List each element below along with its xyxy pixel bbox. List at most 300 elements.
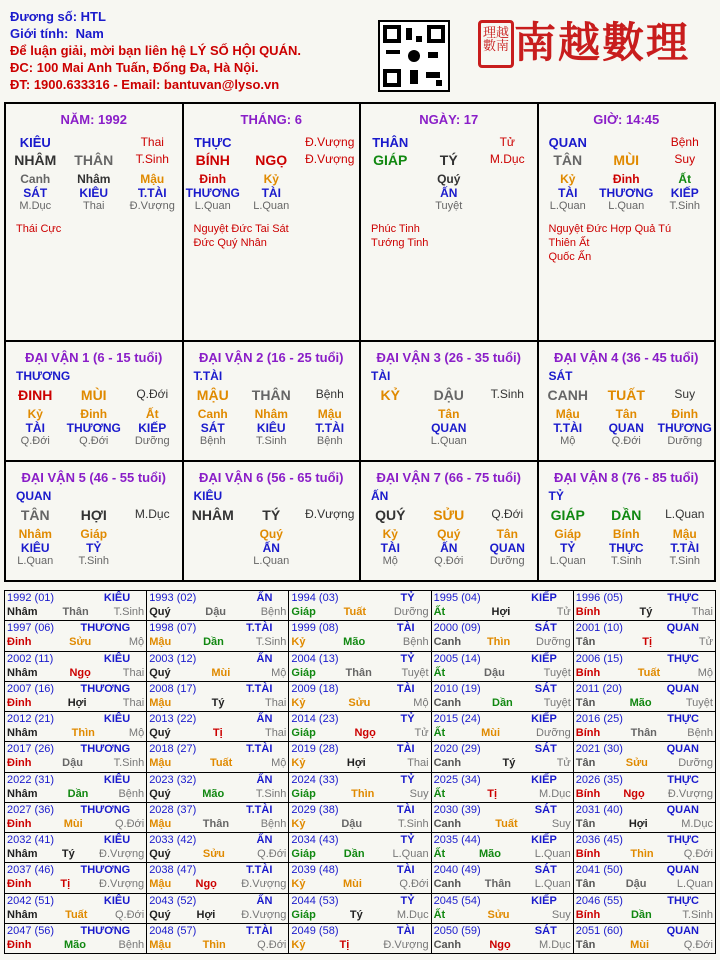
year-star: THƯƠNG (80, 803, 131, 816)
year-star: THỰC (667, 652, 699, 665)
year-star: KIẾP (531, 773, 557, 786)
year-stage: Bệnh (260, 606, 287, 618)
year-star: QUAN (666, 864, 699, 877)
year-star: KIÊU (103, 652, 131, 665)
hidden-god: KIẾP (670, 186, 699, 200)
shensha-label: Thái Cực (16, 223, 62, 235)
year-star: TÀI (396, 803, 415, 816)
dai-van-star: TỶ (548, 489, 564, 503)
year-branch: Thân (62, 606, 89, 618)
hidden-god: TỶ (86, 541, 102, 555)
shensha-label: Nguyệt Đức Tai Sát (193, 223, 289, 235)
year-label: 2003 (12) (149, 652, 197, 665)
year-stage: Đ.Vượng (241, 908, 287, 921)
year-star: TÀI (396, 622, 415, 635)
dai-van-grid (4, 340, 716, 582)
year-stage: Tuyệt (543, 696, 571, 709)
year-stage: T.Sinh (398, 817, 429, 830)
year-star: THƯƠNG (80, 864, 131, 877)
dai-van-3 (361, 342, 539, 462)
hidden-stem (123, 527, 181, 541)
year-branch: Hợi (196, 908, 216, 921)
year-cell (432, 591, 574, 621)
hidden-stem (478, 407, 536, 421)
pillar-0 (6, 104, 184, 342)
year-branch: Dậu (341, 817, 363, 830)
year-stem: Ất (433, 666, 446, 679)
year-stem: Ất (433, 727, 446, 739)
hidden-god (301, 186, 359, 200)
year-branch: Thìn (351, 787, 375, 800)
year-stem: Ất (433, 606, 446, 618)
year-label: 2041 (50) (575, 864, 623, 877)
dai-van-star: SÁT (548, 369, 573, 383)
year-label: 2031 (40) (575, 803, 623, 816)
year-branch: Dậu (484, 666, 505, 679)
pillar-stage: Tử (499, 135, 515, 149)
hidden-stem: Đinh (612, 172, 640, 186)
pillar-stage: Bệnh (670, 135, 699, 149)
year-branch: Mùi (342, 878, 362, 891)
year-stage: Q.Đới (257, 938, 287, 951)
year-label: 2034 (43) (291, 834, 339, 846)
hidden-stem: Ất (145, 407, 159, 421)
year-cell (289, 591, 431, 621)
year-stem: Đinh (7, 938, 32, 951)
hidden-god: KIÊU (79, 186, 109, 200)
hidden-god: T.TÀI (137, 186, 167, 200)
year-stem: Bính (575, 666, 601, 679)
dai-van-stem-branch: Q.Đới (491, 507, 524, 521)
pillars-grid (4, 102, 716, 342)
year-stem: Nhâm (7, 848, 38, 860)
pillar-title: THÁNG: 6 (240, 112, 302, 127)
year-star: TỶ (400, 713, 415, 725)
year-label: 2037 (46) (7, 864, 55, 877)
year-stage: M.Dục (396, 908, 429, 921)
dai-van-title: ĐẠI VẬN 6 (56 - 65 tuổi) (199, 470, 344, 485)
year-branch: Sửu (202, 848, 225, 860)
year-star: KIÊU (103, 773, 131, 786)
year-cell (574, 803, 716, 833)
hidden-stem (478, 172, 536, 186)
year-cell (574, 712, 716, 742)
year-label: 2019 (28) (291, 743, 339, 756)
dai-van-stem-branch: TUẤT (607, 387, 645, 403)
year-star: THƯƠNG (80, 682, 131, 695)
phone-email-line: ĐT: 1900.633316 - Email: bantuvan@lyso.vn (10, 77, 280, 92)
year-stage: Đ.Vượng (99, 878, 145, 891)
year-branch: Tị (642, 636, 653, 649)
year-label: 2036 (45) (575, 834, 623, 846)
year-cell (289, 773, 431, 803)
year-label: 2049 (58) (291, 924, 339, 937)
year-cell (574, 924, 716, 954)
dai-van-stem-branch: Đ.Vượng (305, 507, 355, 521)
contact-line: Để luận giải, mời bạn liên hệ LÝ SỐ HỘI QUÁN. (10, 43, 301, 58)
year-branch: Mão (63, 938, 86, 951)
hidden-stage: T.Sinh (78, 555, 110, 567)
year-label: 2016 (25) (575, 713, 623, 725)
year-label: 2043 (52) (149, 894, 197, 907)
year-star: ẤN (256, 713, 273, 725)
hidden-god: THƯƠNG (657, 421, 712, 435)
hidden-stem: Quý (437, 172, 461, 186)
name-value: HTL (80, 9, 106, 24)
year-cell (5, 621, 147, 651)
year-stage: Mộ (271, 666, 287, 679)
hidden-god (301, 541, 359, 555)
year-cell (289, 863, 431, 893)
hidden-stem: Kỷ (560, 172, 576, 186)
year-star: THƯƠNG (80, 924, 131, 937)
year-branch: Thân (630, 727, 657, 739)
hidden-stem: Tân (438, 407, 460, 421)
year-stage: Đ.Vượng (99, 848, 145, 860)
dai-van-7 (361, 462, 539, 582)
hidden-stage: Dưỡng (134, 435, 170, 447)
year-label: 2011 (20) (575, 682, 623, 695)
year-stage: Tử (698, 636, 713, 649)
year-label: 2039 (48) (291, 864, 339, 877)
year-star: ẤN (256, 773, 273, 786)
year-stem: Giáp (291, 727, 316, 739)
year-stage: Dưỡng (393, 606, 429, 618)
year-star: ẤN (256, 894, 273, 907)
year-cell (432, 863, 574, 893)
year-branch: Tý (211, 696, 225, 709)
year-cell (5, 773, 147, 803)
dai-van-stem-branch: DẦN (611, 507, 642, 523)
year-branch: Mão (202, 787, 225, 800)
hidden-stem: Mậu (140, 172, 165, 186)
year-stage: Mộ (128, 727, 145, 739)
year-stage: Dưỡng (678, 757, 713, 770)
dai-van-stem-branch: Suy (674, 387, 696, 401)
hidden-god: ẤN (262, 541, 280, 555)
year-stage: Suy (409, 787, 429, 800)
name-label: Đương số: (10, 9, 78, 24)
hidden-god: SÁT (200, 421, 225, 435)
year-label: 2023 (32) (149, 773, 197, 786)
hidden-stage (301, 200, 359, 212)
hidden-stem: Giáp (80, 527, 108, 541)
hidden-stage: T.Sinh (610, 555, 642, 567)
hidden-stem (301, 527, 359, 541)
year-label: 2048 (57) (149, 924, 197, 937)
hidden-stem: Nhâm (77, 172, 111, 186)
year-star: QUAN (666, 803, 699, 816)
dai-van-6 (184, 462, 362, 582)
year-cell (5, 894, 147, 924)
hidden-god: ẤN (440, 541, 458, 555)
year-cell (432, 773, 574, 803)
year-label: 2044 (53) (291, 894, 339, 907)
hidden-god: KIẾP (138, 421, 167, 435)
year-label: 2008 (17) (149, 682, 197, 695)
dai-van-title: ĐẠI VẬN 7 (66 - 75 tuổi) (376, 470, 521, 485)
hidden-stem: Canh (20, 172, 51, 186)
year-star: THỰC (667, 894, 699, 907)
hidden-stem: Giáp (554, 527, 582, 541)
year-branch: Ngọ (354, 727, 376, 739)
year-stage: Thai (407, 757, 429, 770)
shensha-label: Quốc Ấn (548, 251, 592, 263)
hidden-stage: L.Quan (430, 435, 467, 447)
dai-van-stem-branch: THÂN (251, 387, 291, 403)
dai-van-stem-branch: GIÁP (550, 507, 585, 523)
year-cell (147, 591, 289, 621)
year-stage: Mộ (697, 666, 713, 679)
hidden-stage: Đ.Vượng (129, 200, 175, 212)
year-cell (147, 803, 289, 833)
pillar-stem-branch: Đ.Vượng (305, 152, 355, 166)
year-stage: M.Dục (539, 787, 571, 800)
year-stem: Canh (433, 938, 462, 951)
year-label: 1993 (02) (149, 592, 197, 604)
hidden-stem: Mậu (672, 527, 697, 541)
gender-label: Giới tính: (10, 26, 69, 41)
year-stem: Canh (433, 696, 462, 709)
year-stem: Kỷ (291, 938, 306, 951)
year-stem: Giáp (291, 787, 316, 800)
hidden-god: QUAN (608, 421, 644, 435)
year-branch: Dậu (62, 757, 83, 770)
year-star: T.TÀI (246, 743, 273, 756)
year-stage: Q.Đới (114, 908, 145, 921)
dai-van-stem-branch: ĐINH (18, 387, 53, 403)
year-label: 2051 (60) (575, 924, 623, 937)
dai-van-8 (539, 462, 717, 582)
year-stage: Q.Đới (257, 848, 287, 860)
year-stem: Đinh (7, 757, 32, 770)
hidden-god (361, 186, 419, 200)
hidden-stage: Dưỡng (667, 435, 703, 447)
year-cell (5, 803, 147, 833)
year-branch: Tị (212, 727, 223, 739)
year-cell (574, 652, 716, 682)
hidden-stage (301, 555, 359, 567)
hidden-god: SÁT (23, 186, 48, 200)
dai-van-2 (184, 342, 362, 462)
year-stage: T.Sinh (113, 606, 145, 618)
hidden-stage: Bệnh (199, 435, 226, 447)
year-stem: Mậu (149, 817, 172, 830)
dai-van-5 (6, 462, 184, 582)
year-label: 2006 (15) (575, 652, 623, 665)
year-stage: L.Quan (534, 878, 571, 891)
hidden-stem: Kỷ (263, 172, 279, 186)
year-label: 2018 (27) (149, 743, 197, 756)
hidden-stage: Thai (83, 200, 105, 212)
year-stage: Thai (264, 727, 287, 739)
hidden-god: THƯƠNG (66, 421, 121, 435)
hidden-stage (184, 555, 242, 567)
year-star: T.TÀI (246, 864, 273, 877)
year-branch: Hợi (628, 817, 648, 830)
year-cell (289, 833, 431, 863)
year-star: TÀI (396, 864, 415, 877)
year-star: KIÊU (103, 713, 131, 725)
logo: 南越數理 (514, 18, 691, 67)
hidden-stage: T.Sinh (669, 555, 701, 567)
year-star: KIẾP (531, 592, 557, 604)
pillar-title: NGÀY: 17 (419, 112, 479, 127)
year-cell (574, 621, 716, 651)
year-cell (432, 652, 574, 682)
year-label: 1999 (08) (291, 622, 339, 635)
dai-van-stem-branch: TÝ (262, 507, 281, 523)
year-star: SÁT (534, 682, 557, 695)
year-branch: Sửu (487, 908, 510, 921)
year-cell (432, 682, 574, 712)
year-cell (147, 712, 289, 742)
hidden-stem (301, 172, 359, 186)
year-branch: Tý (349, 908, 363, 921)
year-stem: Nhâm (7, 908, 38, 921)
dai-van-stem-branch: Bệnh (315, 387, 344, 401)
year-stage: Tuyệt (401, 666, 429, 679)
hidden-stage (361, 200, 419, 212)
year-star: SÁT (534, 743, 557, 756)
year-star: QUAN (666, 682, 699, 695)
dai-van-star: ẤN (371, 489, 389, 503)
year-branch: Mùi (481, 727, 501, 739)
year-cell (5, 863, 147, 893)
year-stage: Tuyệt (543, 666, 571, 679)
year-label: 2015 (24) (433, 713, 481, 725)
hidden-stage: Mộ (382, 555, 398, 567)
pillar-title: NĂM: 1992 (60, 112, 127, 127)
year-label: 1994 (03) (291, 592, 339, 604)
year-cell (574, 863, 716, 893)
hidden-stem: Mậu (555, 407, 580, 421)
year-stage: Q.Đới (399, 878, 429, 891)
hidden-stage (478, 200, 536, 212)
hidden-god: THỰC (608, 541, 644, 555)
year-cell (574, 833, 716, 863)
hidden-stage: Q.Đới (79, 435, 109, 447)
year-stage: L.Quan (676, 878, 713, 891)
year-stem: Giáp (291, 908, 316, 921)
hidden-stem (361, 172, 419, 186)
hidden-god: THƯƠNG (599, 186, 654, 200)
pillar-stem-branch: THÂN (74, 152, 114, 168)
year-branch: Tuất (65, 908, 88, 921)
hidden-stage: L.Quan (608, 200, 645, 212)
year-cell (432, 894, 574, 924)
year-stem: Mậu (149, 757, 172, 770)
year-stem: Ất (433, 908, 446, 921)
dai-van-star: KIÊU (193, 489, 223, 503)
year-label: 1997 (06) (7, 622, 55, 635)
dai-van-stem-branch: CANH (547, 387, 588, 403)
pillar-1 (184, 104, 362, 342)
year-star: T.TÀI (246, 682, 273, 695)
hidden-god: T.TÀI (670, 541, 700, 555)
year-label: 2007 (16) (7, 682, 55, 695)
year-branch: Dần (343, 848, 365, 860)
year-stem: Mậu (149, 636, 172, 649)
year-stage: Đ.Vượng (241, 878, 287, 891)
year-branch: Tuất (209, 757, 233, 770)
year-label: 2025 (34) (433, 773, 481, 786)
year-cell (5, 924, 147, 954)
year-stage: Đ.Vượng (383, 938, 429, 951)
year-stage: L.Quan (392, 848, 429, 860)
year-star: TỶ (400, 652, 415, 665)
year-stage: Mộ (271, 757, 287, 770)
year-branch: Dần (203, 636, 224, 649)
year-cell (289, 803, 431, 833)
year-label: 2005 (14) (433, 652, 481, 665)
dai-van-stem-branch: M.Dục (134, 507, 170, 521)
year-branch: Mão (343, 636, 366, 649)
year-branch: Tuất (495, 817, 518, 830)
pillar-stem-branch: TÝ (439, 152, 458, 168)
year-stem: Bính (575, 848, 601, 860)
dai-van-stem-branch: MẬU (196, 387, 229, 403)
year-branch: Mùi (63, 817, 83, 830)
dai-van-title: ĐẠI VẬN 3 (26 - 35 tuổi) (376, 350, 521, 365)
year-stage: T.Sinh (113, 757, 145, 770)
hidden-stage: T.Sinh (669, 200, 701, 212)
hidden-god: TỶ (560, 541, 576, 555)
year-branch: Hợi (491, 606, 511, 618)
year-cell (147, 621, 289, 651)
year-cell (147, 742, 289, 772)
year-stem: Quý (149, 787, 171, 800)
shensha-label: Đức Quý Nhân (193, 237, 267, 249)
year-cell (432, 742, 574, 772)
year-stage: Suy (551, 908, 571, 921)
year-stem: Canh (433, 817, 462, 830)
year-stem: Đinh (7, 878, 32, 891)
year-cell (289, 742, 431, 772)
hidden-stem: Tân (615, 407, 637, 421)
year-cell (289, 652, 431, 682)
year-stem: Kỷ (291, 636, 306, 649)
year-branch: Thân (484, 878, 512, 891)
hidden-god (478, 421, 536, 435)
year-label: 2020 (29) (433, 743, 481, 756)
year-star: TÀI (396, 924, 415, 937)
hidden-stage: Bệnh (316, 435, 343, 447)
hidden-stem: Tân (496, 527, 518, 541)
year-stage: Thai (691, 606, 713, 618)
year-stem: Quý (149, 606, 171, 618)
year-star: QUAN (666, 924, 699, 937)
year-stem: Giáp (291, 666, 316, 679)
hidden-stem: Mậu (317, 407, 342, 421)
hidden-stage: Dưỡng (489, 555, 525, 567)
year-label: 2027 (36) (7, 803, 55, 816)
year-branch: Thìn (486, 636, 511, 649)
hidden-god: TÀI (558, 186, 578, 200)
year-branch: Thìn (630, 848, 654, 860)
year-star: TỶ (400, 834, 415, 846)
year-stage: Dưỡng (536, 727, 571, 739)
pillar-stage: Đ.Vượng (305, 135, 355, 149)
year-cell (5, 652, 147, 682)
dai-van-1 (6, 342, 184, 462)
year-label: 2001 (10) (575, 622, 623, 635)
year-stem: Tân (575, 938, 596, 951)
dai-van-star: TÀI (371, 369, 391, 383)
year-branch: Thìn (71, 727, 95, 739)
year-stage: M.Dục (681, 817, 713, 830)
year-stage: Thai (264, 696, 287, 709)
